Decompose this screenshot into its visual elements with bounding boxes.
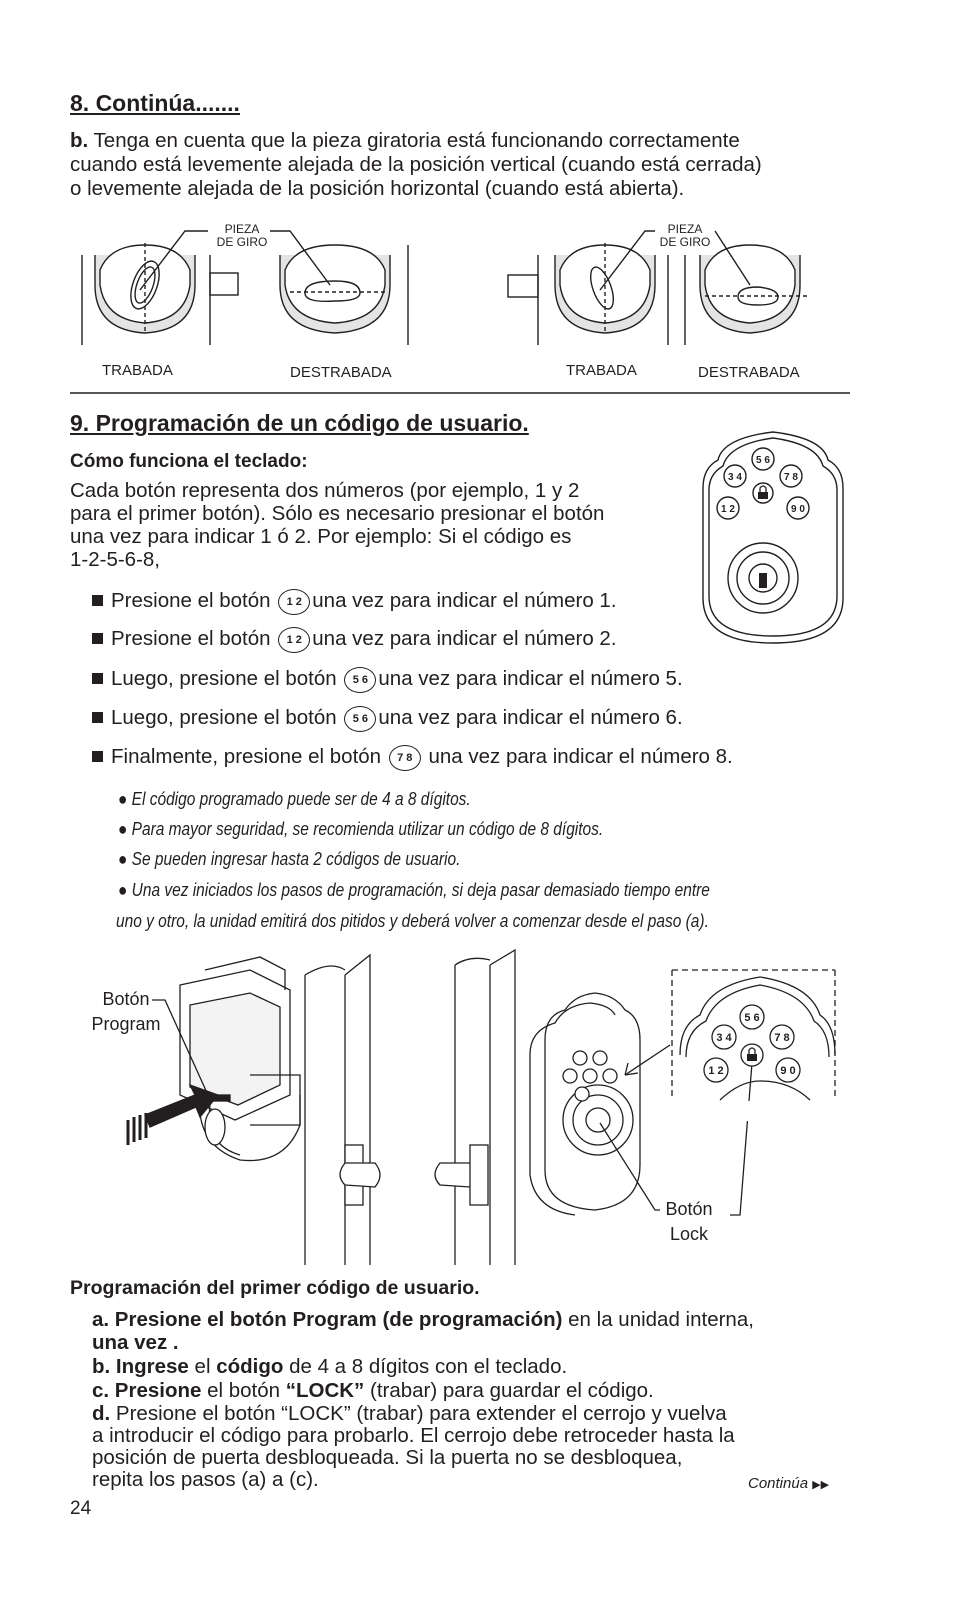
key-56: 5 6 — [756, 455, 770, 466]
de-giro-label: DE GIRO — [659, 235, 711, 249]
key-12-icon: 1 2 — [278, 627, 310, 653]
bullet-pre: Presione el botón — [111, 589, 277, 612]
bullet-pre: Presione el botón — [111, 627, 277, 650]
bullet-pre: Finalmente, presione el botón — [111, 745, 387, 768]
step-b — [92, 1355, 567, 1378]
step-c-rest: (trabar) para guardar el código. — [364, 1379, 654, 1402]
intro-line: 1-2-5-6-8, — [70, 548, 161, 571]
step-d-line2: a introducir el código para probarlo. El cerrojo debe retroceder hasta la — [92, 1424, 735, 1447]
de-giro-label: DE GIRO — [216, 235, 268, 249]
bullet-post: una vez para indicar el número 2. — [312, 627, 617, 650]
pieza-de-giro-label-left — [212, 223, 272, 249]
program-label-2: Program — [91, 1014, 161, 1034]
square-bullet-icon — [92, 712, 103, 723]
step-b-rest: de 4 a 8 dígitos con el teclado. — [283, 1355, 568, 1378]
bullet-1 — [92, 589, 617, 615]
section-9-heading: 9. Programación de un código de usuario. — [70, 410, 529, 436]
step-a-bold: a. Presione el botón Program (de programación) — [92, 1308, 563, 1331]
zoom-lock-icon — [747, 1054, 757, 1061]
note-3: ● Se pueden ingresar hasta 2 códigos de usuario. — [118, 849, 461, 869]
zoom-key-12: 1 2 — [708, 1065, 724, 1077]
intro-line: una vez para indicar 1 ó 2. Por ejemplo: Si el código es — [70, 525, 572, 548]
bullet-post: una vez para indicar el número 5. — [378, 667, 683, 690]
step-c-mid: el botón — [201, 1379, 286, 1402]
step-d-line1: Presione el botón “LOCK” (trabar) para extender el cerrojo y vuelva — [110, 1402, 727, 1425]
bullet-5 — [92, 745, 733, 771]
lock-label-2: Lock — [669, 1224, 709, 1244]
key-78: 7 8 — [784, 472, 798, 483]
step-d-bold: d. — [92, 1402, 111, 1425]
lock-button-label — [658, 1197, 720, 1247]
note-4: ● Una vez iniciados los pasos de programación, si deja pasar demasiado tiempo entre — [118, 880, 710, 900]
keyhole-icon — [759, 573, 767, 588]
zoom-key-78: 7 8 — [774, 1032, 790, 1044]
zoom-key-34: 3 4 — [716, 1032, 732, 1044]
first-code-heading: Programación del primer código de usuario. — [70, 1277, 480, 1299]
intro-line: Cada botón representa dos números (por ejemplo, 1 y 2 — [70, 479, 580, 502]
square-bullet-icon — [92, 595, 103, 606]
pieza-label: PIEZA — [224, 222, 260, 236]
note-1: ● El código programado puede ser de 4 a 8 dígitos. — [118, 789, 471, 809]
note-4-cont: uno y otro, la unidad emitirá dos pitidos y deberá volver a comenzar desde el paso (a). — [116, 911, 709, 931]
double-arrow-icon: ▶▶ — [812, 1479, 830, 1491]
zoom-key-90: 9 0 — [780, 1065, 796, 1077]
step-d-line4: repita los pasos (a) a (c). — [92, 1468, 319, 1491]
key-56-icon: 5 6 — [344, 667, 376, 693]
step-c-bold1: c. Presione — [92, 1379, 202, 1402]
para-line-2: cuando está levemente alejada de la posición vertical (cuando está cerrada) — [70, 153, 762, 176]
program-label-1: Botón — [102, 989, 150, 1009]
caption-unlocked-1: DESTRABADA — [290, 364, 392, 381]
continua-label: Continúa — [748, 1475, 809, 1492]
bullet-post: una vez para indicar el número 1. — [312, 589, 617, 612]
caption-locked-1: TRABADA — [102, 362, 173, 379]
para-line-3: o levemente alejada de la posición horizontal (cuando está abierta). — [70, 177, 685, 200]
step-c — [92, 1379, 654, 1402]
lock-icon — [758, 492, 768, 499]
key-34: 3 4 — [728, 472, 742, 483]
section-8-heading: 8. Continúa....... — [70, 90, 240, 116]
step-a-line2: una vez . — [92, 1331, 179, 1354]
lock-label-1: Botón — [665, 1199, 713, 1219]
bullet-post: una vez para indicar el número 6. — [378, 706, 683, 729]
para-b-label: b. — [70, 129, 89, 152]
para-b-text: Tenga en cuenta que la pieza giratoria está funcionando correctamente — [88, 129, 740, 152]
zoom-key-56: 5 6 — [744, 1012, 760, 1024]
note-2: ● Para mayor seguridad, se recomienda utilizar un código de 8 dígitos. — [118, 819, 604, 839]
step-a — [92, 1308, 754, 1354]
bullet-post: una vez para indicar el número 8. — [422, 745, 733, 768]
intro-line: para el primer botón). Sólo es necesario presionar el botón — [70, 502, 605, 525]
step-b-mid: el — [188, 1355, 217, 1378]
bullet-pre: Luego, presione el botón — [111, 706, 343, 729]
bullet-4 — [92, 706, 683, 732]
section-8-paragraph — [70, 129, 890, 201]
program-button-label — [84, 987, 168, 1037]
square-bullet-icon — [92, 751, 103, 762]
caption-locked-2: TRABADA — [566, 362, 637, 379]
keypad-intro — [70, 479, 604, 571]
key-12: 1 2 — [721, 504, 735, 515]
step-b-bold1: b. Ingrese — [92, 1355, 189, 1378]
key-12-icon: 1 2 — [278, 589, 310, 615]
page-number: 24 — [70, 1498, 92, 1519]
pieza-label: PIEZA — [667, 222, 703, 236]
step-d — [92, 1403, 735, 1491]
pieza-de-giro-label-right — [655, 223, 715, 249]
key-78-icon: 7 8 — [389, 745, 421, 771]
step-d-line3: posición de puerta desbloqueada. Si la puerta no se desbloquea, — [92, 1446, 683, 1469]
key-56-icon: 5 6 — [344, 706, 376, 732]
step-b-bold2: código — [216, 1355, 284, 1378]
square-bullet-icon — [92, 633, 103, 644]
keypad-subheading: Cómo funciona el teclado: — [70, 451, 308, 472]
square-bullet-icon — [92, 673, 103, 684]
caption-unlocked-2: DESTRABADA — [698, 364, 800, 381]
bullet-pre: Luego, presione el botón — [111, 667, 343, 690]
bullet-2 — [92, 627, 617, 653]
bullet-3 — [92, 667, 683, 693]
step-a-rest: en la unidad interna, — [562, 1308, 754, 1331]
keypad-illustration — [693, 428, 853, 648]
step-c-bold2: “LOCK” — [285, 1379, 365, 1402]
continua-note — [748, 1475, 829, 1492]
key-90: 9 0 — [791, 504, 805, 515]
